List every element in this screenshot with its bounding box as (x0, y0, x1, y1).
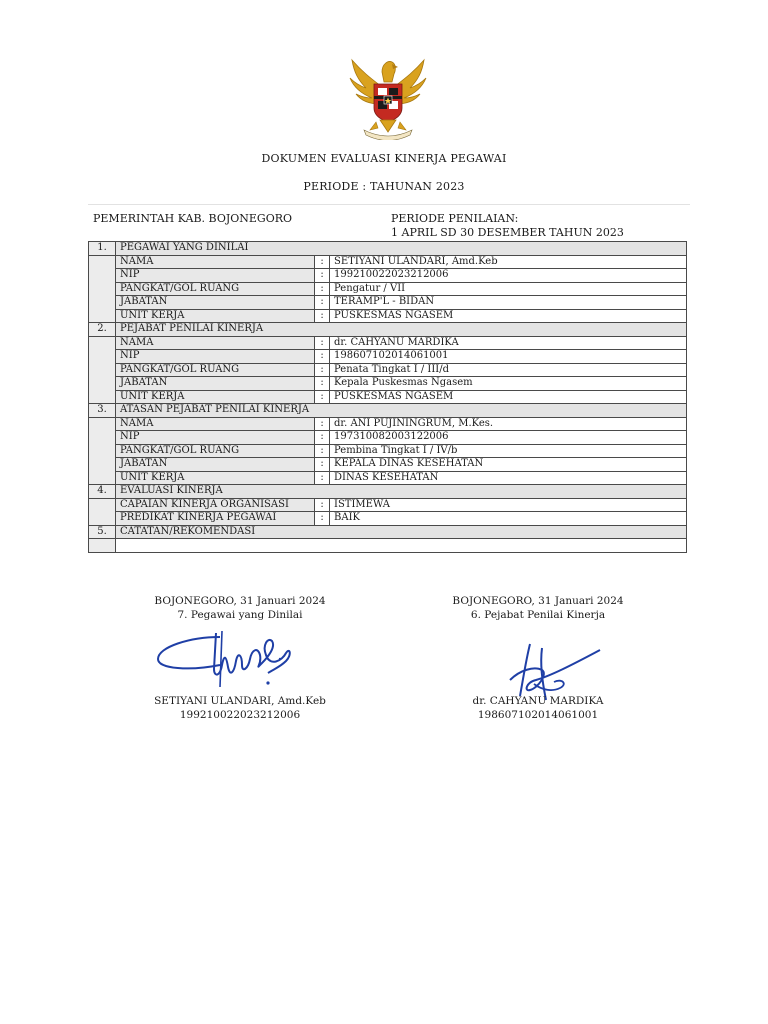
field-value: SETIYANI ULANDARI, Amd.Keb (330, 255, 687, 269)
colon: : (315, 309, 330, 323)
colon: : (315, 255, 330, 269)
section-title: EVALUASI KINERJA (116, 485, 687, 499)
colon: : (315, 431, 330, 445)
field-label: PANGKAT/GOL RUANG (116, 363, 315, 377)
field-label: NAMA (116, 255, 315, 269)
table-row (89, 498, 687, 512)
colon: : (315, 471, 330, 485)
colon: : (315, 296, 330, 310)
signature-role: 6. Pejabat Penilai Kinerja (470, 609, 606, 621)
section-number: 5. (89, 525, 116, 539)
field-label: NIP (116, 350, 315, 364)
field-value: 197310082003122006 (330, 431, 687, 445)
table-row (89, 431, 687, 445)
signer-nip: 198607102014061001 (477, 709, 599, 721)
signature-place-date: BOJONEGORO, 31 Januari 2024 (452, 595, 624, 607)
notes-field (116, 539, 687, 553)
section-title: ATASAN PEJABAT PENILAI KINERJA (116, 404, 687, 418)
section-header-row (89, 323, 687, 337)
colon: : (315, 336, 330, 350)
field-label: UNIT KERJA (116, 309, 315, 323)
signature-block-right-name (428, 694, 648, 722)
signature-block-left-name (130, 694, 350, 722)
signature-place-date: BOJONEGORO, 31 Januari 2024 (154, 595, 326, 607)
table-row (89, 417, 687, 431)
colon: : (315, 350, 330, 364)
colon: : (315, 390, 330, 404)
assessment-period-label: PERIODE PENILAIAN: (391, 212, 519, 225)
field-value: KEPALA DINAS KESEHATAN (330, 458, 687, 472)
field-label: JABATAN (116, 296, 315, 310)
section-number: 3. (89, 404, 116, 418)
evaluation-table (88, 241, 687, 553)
signature-role: 7. Pegawai yang Dinilai (177, 609, 303, 621)
field-label: PANGKAT/GOL RUANG (116, 444, 315, 458)
field-value: 199210022023212006 (330, 269, 687, 283)
field-label: JABATAN (116, 458, 315, 472)
section-number: 4. (89, 485, 116, 499)
table-row (89, 269, 687, 283)
colon: : (315, 363, 330, 377)
colon: : (315, 444, 330, 458)
notes-row (89, 539, 687, 553)
section-title: PEGAWAI YANG DINILAI (116, 242, 687, 256)
field-label: NIP (116, 269, 315, 283)
document-title: DOKUMEN EVALUASI KINERJA PEGAWAI (261, 152, 507, 165)
field-value: 198607102014061001 (330, 350, 687, 364)
field-label: JABATAN (116, 377, 315, 391)
table-row (89, 512, 687, 526)
divider (88, 204, 690, 205)
document-period: PERIODE : TAHUNAN 2023 (303, 180, 465, 193)
colon: : (315, 269, 330, 283)
table-row (89, 377, 687, 391)
section-number: 1. (89, 242, 116, 256)
field-label: CAPAIAN KINERJA ORGANISASI (116, 498, 315, 512)
organization-name: PEMERINTAH KAB. BOJONEGORO (93, 212, 293, 225)
field-label: PANGKAT/GOL RUANG (116, 282, 315, 296)
field-value: Pembina Tingkat I / IV/b (330, 444, 687, 458)
colon: : (315, 282, 330, 296)
field-value: Pengatur / VII (330, 282, 687, 296)
field-value: dr. ANI PUJININGRUM, M.Kes. (330, 417, 687, 431)
field-value: TERAMP'L - BIDAN (330, 296, 687, 310)
table-row (89, 390, 687, 404)
table-row (89, 296, 687, 310)
table-row (89, 336, 687, 350)
table-row (89, 309, 687, 323)
field-label: NAMA (116, 417, 315, 431)
field-label: NAMA (116, 336, 315, 350)
table-row (89, 444, 687, 458)
section-title: CATATAN/REKOMENDASI (116, 525, 687, 539)
signer-nip: 199210022023212006 (179, 709, 301, 721)
field-label: UNIT KERJA (116, 390, 315, 404)
colon: : (315, 417, 330, 431)
table-row (89, 255, 687, 269)
field-label: UNIT KERJA (116, 471, 315, 485)
field-value: dr. CAHYANU MARDIKA (330, 336, 687, 350)
signature-block-left (130, 594, 350, 622)
section-title: PEJABAT PENILAI KINERJA (116, 323, 687, 337)
field-value: Kepala Puskesmas Ngasem (330, 377, 687, 391)
signature-block-right (428, 594, 648, 622)
field-value: Penata Tingkat I / III/d (330, 363, 687, 377)
colon: : (315, 512, 330, 526)
assessment-period-value: 1 APRIL SD 30 DESEMBER TAHUN 2023 (391, 226, 624, 239)
field-label: PREDIKAT KINERJA PEGAWAI (116, 512, 315, 526)
section-header-row (89, 242, 687, 256)
field-label: NIP (116, 431, 315, 445)
table-row (89, 282, 687, 296)
colon: : (315, 377, 330, 391)
field-value: ISTIMEWA (330, 498, 687, 512)
signature-left-icon (150, 625, 300, 700)
field-value: DINAS KESEHATAN (330, 471, 687, 485)
signer-name: dr. CAHYANU MARDIKA (472, 695, 604, 707)
colon: : (315, 498, 330, 512)
section-header-row (89, 525, 687, 539)
section-header-row (89, 485, 687, 499)
table-row (89, 350, 687, 364)
section-number: 2. (89, 323, 116, 337)
field-value: PUSKESMAS NGASEM (330, 390, 687, 404)
table-row (89, 458, 687, 472)
section-header-row (89, 404, 687, 418)
field-value: BAIK (330, 512, 687, 526)
table-row (89, 363, 687, 377)
table-row (89, 471, 687, 485)
colon: : (315, 458, 330, 472)
garuda-emblem-icon (338, 52, 438, 140)
signer-name: SETIYANI ULANDARI, Amd.Keb (154, 695, 326, 707)
field-value: PUSKESMAS NGASEM (330, 309, 687, 323)
